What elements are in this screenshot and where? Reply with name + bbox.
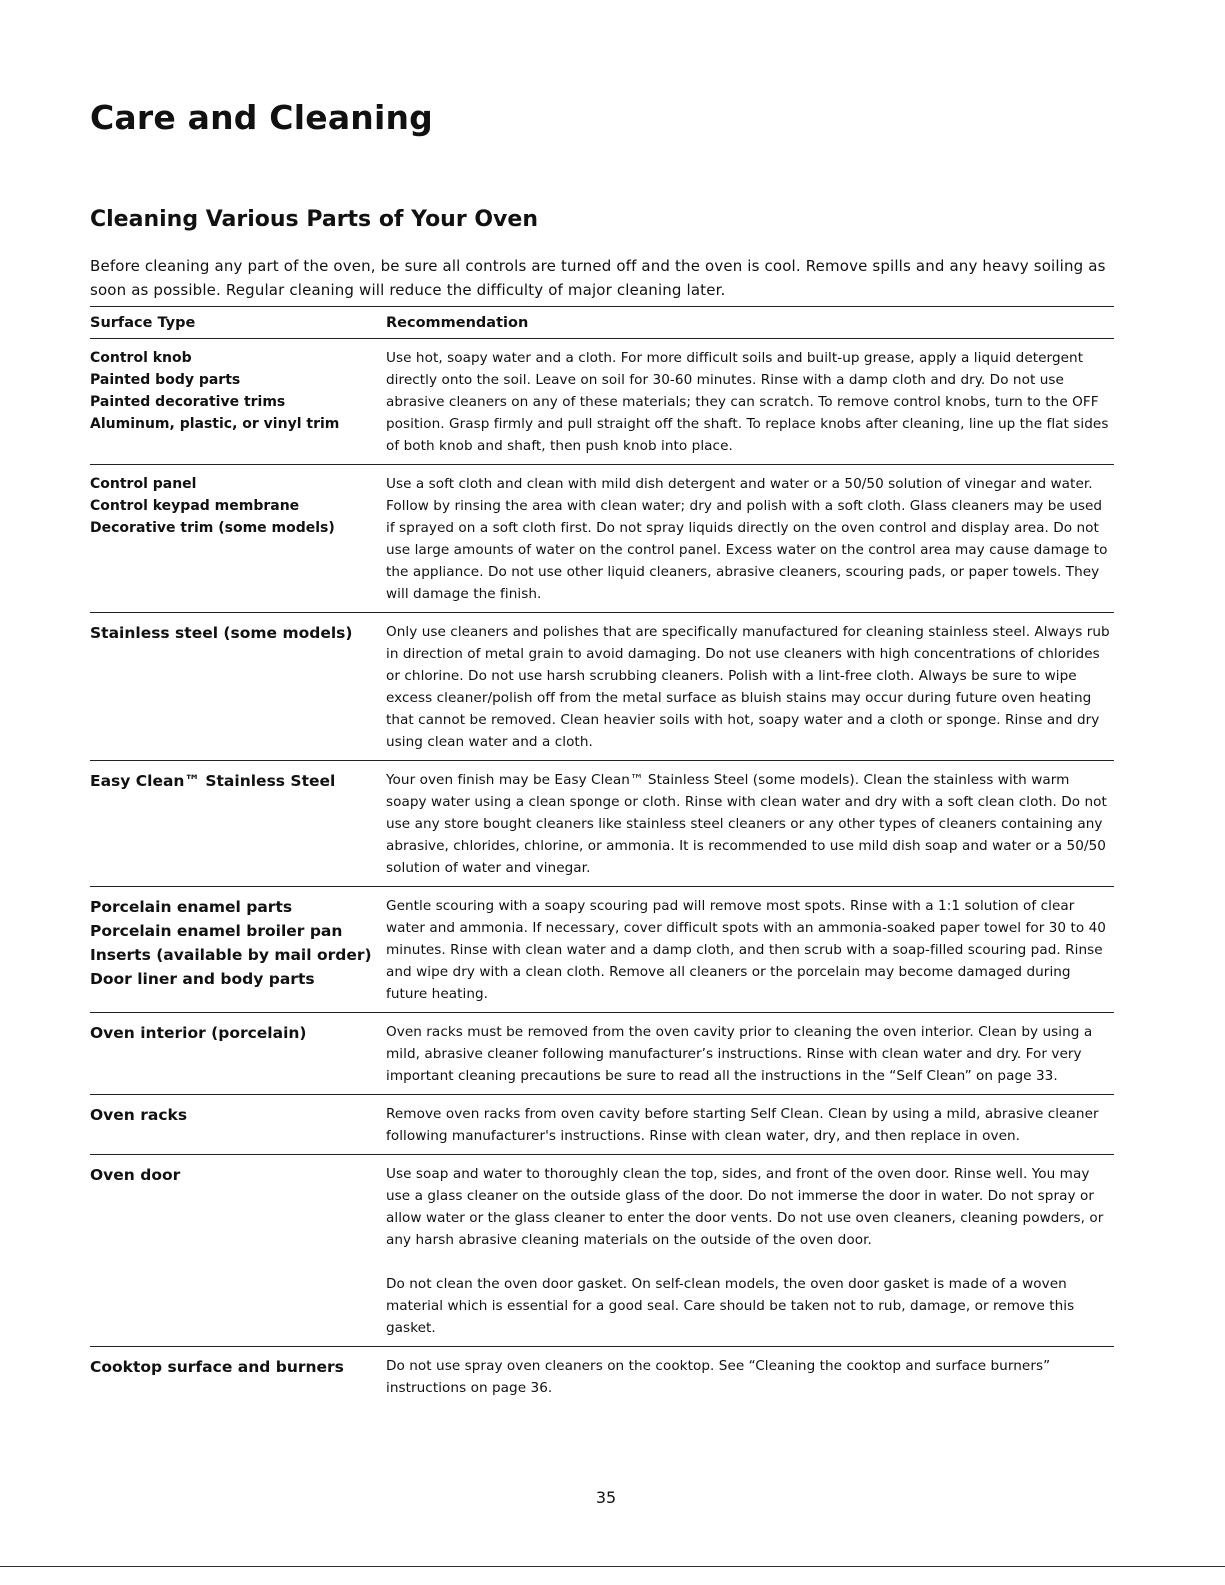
table-row bbox=[90, 1155, 1114, 1347]
table-header-row bbox=[90, 307, 1114, 339]
column-header-recommendation: Recommendation bbox=[386, 307, 1114, 339]
surface-type-cell bbox=[90, 613, 386, 761]
recommendation-text: Your oven finish may be Easy Clean™ Stainless Steel (some models). Clean the stainless with warm soapy water using a clean sponge or cloth. Rinse with clean water and dry with a soft clean cloth. Do not use any store bought cleaners like stainless steel cleaners or any other types of cleaners containing any abrasive, chlorides, chlorine, or ammonia. It is recommended to use mild dish soap and water or a 50/50 solution of water and vinegar. bbox=[386, 772, 1107, 876]
recommendation-cell bbox=[386, 887, 1114, 1013]
surface-type-label: Control panel bbox=[90, 476, 197, 492]
table-body bbox=[90, 339, 1114, 1407]
column-header-surface-type: Surface Type bbox=[90, 307, 386, 339]
recommendation-text: Use hot, soapy water and a cloth. For more difficult soils and built-up grease, apply a liquid detergent directly onto the soil. Leave on soil for 30-60 minutes. Rinse with a damp cloth and dry. Do not use abrasive cleaners on any of these materials; they can scratch. To remove control knobs, turn to the OFF position. Grasp firmly and pull straight off the shaft. To replace knobs after cleaning, line up the flat sides of both knob and shaft, then push knob into place. bbox=[386, 350, 1109, 454]
table-row bbox=[90, 1013, 1114, 1095]
recommendation-text: Use a soft cloth and clean with mild dish detergent and water or a 50/50 solution of vinegar and water. Follow by rinsing the area with clean water; dry and polish with a soft cloth. Glass cleaners may be used if sprayed on a soft cloth first. Do not spray liquids directly on the oven control and display area. Do not use large amounts of water on the control panel. Excess water on the control area may cause damage to the appliance. Do not use other liquid cleaners, abrasive cleaners, scouring pads, or paper towels. They will damage the finish. bbox=[386, 476, 1108, 602]
recommendation-cell bbox=[386, 1347, 1114, 1407]
surface-type-label: Cooktop surface and burners bbox=[90, 1358, 344, 1376]
surface-type-cell bbox=[90, 1347, 386, 1407]
surface-type-label: Painted decorative trims bbox=[90, 394, 286, 410]
bottom-divider bbox=[0, 1566, 1225, 1567]
intro-paragraph: Before cleaning any part of the oven, be sure all controls are turned off and the oven is cool. Remove spills and any heavy soiling as soon as possible. Regular cleaning will reduce the difficulty of major cleaning later. bbox=[90, 257, 1106, 299]
recommendation-cell bbox=[386, 465, 1114, 613]
recommendation-cell bbox=[386, 1095, 1114, 1155]
surface-type-cell bbox=[90, 1095, 386, 1155]
recommendation-cell bbox=[386, 613, 1114, 761]
page-title: Care and Cleaning bbox=[90, 98, 434, 137]
surface-type-label: Easy Clean™ Stainless Steel bbox=[90, 772, 336, 790]
surface-type-label: Porcelain enamel parts bbox=[90, 898, 293, 916]
recommendation-text: Gentle scouring with a soapy scouring pad will remove most spots. Rinse with a 1:1 solution of clear water and ammonia. If necessary, cover difficult spots with an ammonia-soaked paper towel for 30 to 40 minutes. Rinse with clean water and a damp cloth, and then scrub with a soap-filled scouring pad. Rinse and wipe dry with a clean cloth. Remove all cleaners or the porcelain may become damaged during future heating. bbox=[386, 898, 1106, 1002]
surface-type-cell bbox=[90, 1013, 386, 1095]
surface-type-label: Control keypad membrane bbox=[90, 498, 300, 514]
table-row bbox=[90, 339, 1114, 465]
surface-type-label: Painted body parts bbox=[90, 372, 241, 388]
section-title: Cleaning Various Parts of Your Oven bbox=[90, 207, 538, 232]
recommendation-cell bbox=[386, 339, 1114, 465]
surface-type-cell bbox=[90, 761, 386, 887]
surface-type-label: Porcelain enamel broiler pan bbox=[90, 922, 343, 940]
surface-type-label: Oven door bbox=[90, 1166, 181, 1184]
page-number: 35 bbox=[595, 1488, 617, 1507]
surface-type-cell bbox=[90, 887, 386, 1013]
cleaning-table bbox=[90, 306, 1114, 1406]
recommendation-text: Only use cleaners and polishes that are specifically manufactured for cleaning stainless steel. Always rub in direction of metal grain to avoid damaging. Do not use cleaners with high concentrations of chlorides or chlorine. Do not use harsh scrubbing cleaners. Polish with a lint-free cloth. Always be sure to wipe excess cleaner/polish off from the metal surface as bluish stains may occur during future oven heating that cannot be removed. Clean heavier soils with hot, soapy water and a cloth or sponge. Rinse and dry using clean water and a cloth. bbox=[386, 624, 1110, 750]
surface-type-label: Control knob bbox=[90, 350, 192, 366]
surface-type-label: Door liner and body parts bbox=[90, 970, 315, 988]
recommendation-text: Remove oven racks from oven cavity before starting Self Clean. Clean by using a mild, abrasive cleaner following manufacturer's instructions. Rinse with clean water, dry, and then replace in oven. bbox=[386, 1106, 1099, 1144]
table-row bbox=[90, 613, 1114, 761]
surface-type-cell bbox=[90, 339, 386, 465]
surface-type-cell bbox=[90, 1155, 386, 1347]
surface-type-label: Oven interior (porcelain) bbox=[90, 1024, 307, 1042]
recommendation-cell bbox=[386, 1013, 1114, 1095]
table-row bbox=[90, 761, 1114, 887]
recommendation-text: Do not use spray oven cleaners on the cooktop. See “Cleaning the cooktop and surface burners” instructions on page 36. bbox=[386, 1358, 1051, 1396]
recommendation-text: Do not clean the oven door gasket. On self-clean models, the oven door gasket is made of a woven material which is essential for a good seal. Care should be taken not to rub, damage, or remove this gasket. bbox=[386, 1276, 1075, 1336]
surface-type-label: Aluminum, plastic, or vinyl trim bbox=[90, 416, 340, 432]
table-row bbox=[90, 1347, 1114, 1407]
recommendation-cell bbox=[386, 761, 1114, 887]
surface-type-label: Oven racks bbox=[90, 1106, 188, 1124]
surface-type-cell bbox=[90, 465, 386, 613]
table-row bbox=[90, 1095, 1114, 1155]
recommendation-cell bbox=[386, 1155, 1114, 1347]
recommendation-text: Use soap and water to thoroughly clean the top, sides, and front of the oven door. Rinse well. You may use a glass cleaner on the outside glass of the door. Do not immerse the door in water. Do not spray or allow water or the glass cleaner to enter the door vents. Do not use oven cleaners, cleaning powders, or any harsh abrasive cleaning materials on the outside of the oven door. bbox=[386, 1166, 1104, 1248]
surface-type-label: Decorative trim (some models) bbox=[90, 520, 335, 536]
surface-type-label: Inserts (available by mail order) bbox=[90, 946, 372, 964]
surface-type-label: Stainless steel (some models) bbox=[90, 624, 353, 642]
table-row bbox=[90, 465, 1114, 613]
table-row bbox=[90, 887, 1114, 1013]
recommendation-text: Oven racks must be removed from the oven cavity prior to cleaning the oven interior. Clean by using a mild, abrasive cleaner following manufacturer’s instructions. Rinse with clean water and dry. For very important cleaning precautions be sure to read all the instructions in the “Self Clean” on page 33. bbox=[386, 1024, 1093, 1084]
